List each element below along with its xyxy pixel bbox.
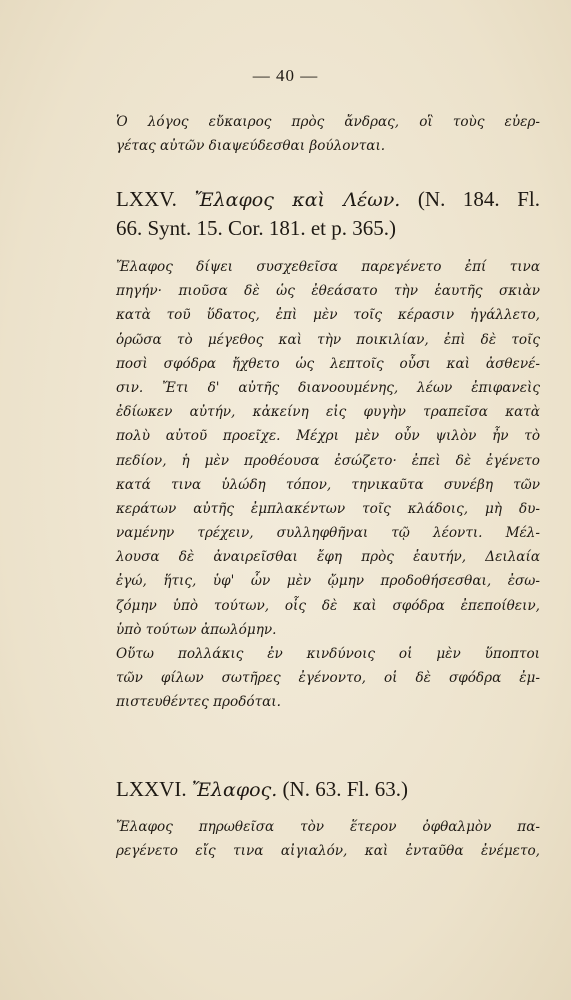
fable-75-moral <box>116 642 540 715</box>
text-line: κατὰ τοῦ ὕδατος, ἐπὶ μὲν τοῖς κέρασιν ἠγάλλετο, <box>116 307 540 324</box>
fable-reference: (N. 63. Fl. 63.) <box>282 777 408 801</box>
fable-reference: (N. 184. Fl. <box>417 187 540 211</box>
text-line: ναμένην τρέχειν, συλληφθῆναι τῷ λέοντι. Μέλ- <box>116 525 540 542</box>
text-line: λουσα δὲ ἀναιρεῖσθαι ἔφη πρὸς ἑαυτήν, Δειλαία <box>116 549 540 566</box>
text-line: ὁρῶσα τὸ μέγεθος καὶ τὴν ποικιλίαν, ἐπὶ δὲ τοῖς <box>116 331 540 348</box>
text-line: Ἔλαφος πηρωθεῖσα τὸν ἕτερον ὀφθαλμὸν πα- <box>116 819 540 835</box>
fable-number: LXXV. <box>116 187 177 211</box>
text-line: Ὁ λόγος εὔκαιρος πρὸς ἄνδρας, οἳ τοὺς εὐερ- <box>116 114 540 130</box>
intro-paragraph <box>116 110 540 158</box>
text-line: πιστευθέντες προδόται. <box>116 694 281 711</box>
fable-75-heading <box>116 185 540 242</box>
text-line: ἐδίωκεν αὐτήν, κἀκείνη εἰς φυγὴν τραπεῖσα κατὰ <box>116 404 540 421</box>
fable-reference-continued: 66. Synt. 15. Cor. 181. et p. 365.) <box>116 216 397 240</box>
page-number: — 40 — <box>252 66 319 85</box>
fable-75-body <box>116 255 540 642</box>
text-line: πηγήν· πιοῦσα δὲ ὡς ἐθεάσατο τὴν ἑαυτῆς σκιὰν <box>116 283 540 300</box>
fable-title: Ἔλαφος καὶ Λέων. <box>194 189 401 211</box>
fable-76-heading <box>116 775 540 804</box>
text-line: τῶν φίλων σωτῆρες ἐγένοντο, οἱ δὲ σφόδρα ἐμ- <box>116 670 540 687</box>
text-line: ὑπὸ τούτων ἀπωλόμην. <box>116 621 277 638</box>
text-line: ρεγένετο εἴς τινα αἰγιαλόν, καὶ ἐνταῦθα ἐνέμετο, <box>116 843 540 860</box>
text-line: κατά τινα ὑλώδη τόπον, τηνικαῦτα συνέβη τῶν <box>116 476 540 493</box>
text-line: ποσὶ σφόδρα ἤχθετο ὡς λεπτοῖς οὖσι καὶ ἀσθενέ- <box>116 355 540 372</box>
text-line: γέτας αὐτῶν διαψεύδεσθαι βούλονται. <box>116 138 386 155</box>
fable-number: LXXVI. <box>116 777 187 801</box>
fable-title: Ἔλαφος. <box>191 779 278 801</box>
text-line: Οὕτω πολλάκις ἐν κινδύνοις οἱ μὲν ὕποπτοι <box>116 646 540 662</box>
text-line: κεράτων αὐτῆς ἐμπλακέντων τοῖς κλάδοις, μὴ δυ- <box>116 500 540 517</box>
text-line: πεδίον, ἡ μὲν προθέουσα ἐσώζετο· ἐπεὶ δὲ ἐγένετο <box>116 452 540 469</box>
fable-76-body <box>116 815 540 863</box>
text-line: ζόμην ὑπὸ τούτων, οἷς δὲ καὶ σφόδρα ἐπεποίθειν, <box>116 597 540 614</box>
text-line: Ἔλαφος δίψει συσχεθεῖσα παρεγένετο ἐπί τινα <box>116 259 540 275</box>
text-line: πολὺ αὐτοῦ προεῖχε. Μέχρι μὲν οὖν ψιλὸν ἦν τὸ <box>116 428 540 445</box>
text-line: σιν. Ἔτι δ' αὐτῆς διανοουμένης, λέων ἐπιφανεὶς <box>116 379 540 396</box>
text-line: ἐγώ, ἥτις, ὑφ' ὧν μὲν ᾤμην προδοθήσεσθαι, ἐσω- <box>116 573 540 590</box>
